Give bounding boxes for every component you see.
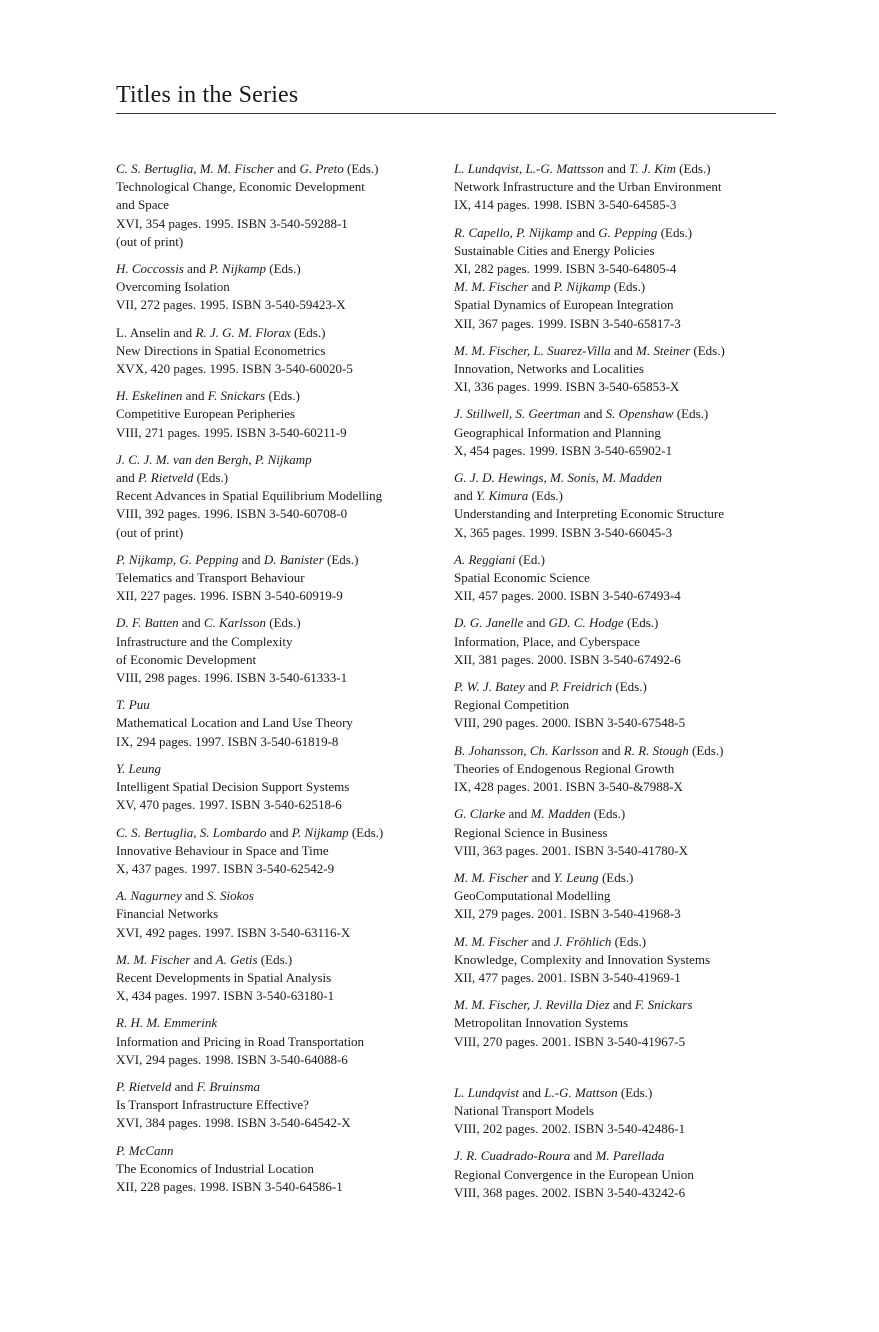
entry-line: New Directions in Spatial Econometrics <box>116 342 326 358</box>
editor-connector: (Eds.) <box>611 933 647 949</box>
editor-name: G. Preto <box>299 161 344 176</box>
editor-connector: (Eds.) <box>528 488 563 504</box>
entry-editors <box>116 1142 456 1160</box>
editor-name: A. Nagurney <box>116 888 182 904</box>
editor-connector: (Eds.) <box>675 161 711 176</box>
editor-connector: (Ed.) <box>515 551 545 567</box>
editor-name: P. W. J. Batey <box>454 679 525 695</box>
series-entry <box>454 678 794 733</box>
editor-name: M. M. Fischer <box>454 279 529 295</box>
entry-line: XII, 457 pages. 2000. ISBN 3-540-67493-4 <box>454 588 681 604</box>
editor-name: P. Freidrich <box>550 679 613 695</box>
entry-line: XVI, 492 pages. 1997. ISBN 3-540-63116-X <box>116 924 351 940</box>
editor-connector: and <box>580 406 606 422</box>
editor-connector: and <box>505 806 531 822</box>
entry-line: VIII, 298 pages. 1996. ISBN 3-540-61333-1 <box>116 670 348 686</box>
series-entry <box>454 933 794 988</box>
editor-name: L. Lundqvist <box>454 1084 520 1100</box>
editor-connector: (Eds.) <box>343 161 379 176</box>
entry-line: Spatial Dynamics of European Integration <box>454 297 674 313</box>
entry-editors <box>454 469 794 487</box>
entry-line: X, 434 pages. 1997. ISBN 3-540-63180-1 <box>116 988 335 1004</box>
entry-line: XVI, 384 pages. 1998. ISBN 3-540-64542-X <box>116 1115 351 1131</box>
editor-name: M. M. Fischer, J. Revilla Diez <box>454 997 610 1013</box>
editor-name: Y. Leung <box>116 760 162 776</box>
entry-line: Innovation, Networks and Localities <box>454 361 644 377</box>
series-entry <box>454 805 794 860</box>
entry-line: Recent Advances in Spatial Equilibrium Modelling <box>116 488 383 504</box>
entry-line: Spatial Economic Science <box>454 570 590 586</box>
entry-editors <box>454 551 794 569</box>
editor-name: F. Bruinsma <box>196 1078 260 1094</box>
editor-name: H. Eskelinen <box>116 388 183 404</box>
entry-line: Sustainable Cities and Energy Policies <box>454 242 655 258</box>
entry-editors <box>454 678 794 696</box>
editor-connector: and <box>274 161 300 176</box>
editor-name: P. Rietveld <box>116 1078 172 1094</box>
entry-line: Infrastructure and the Complexity <box>116 633 293 649</box>
series-entry <box>116 1142 456 1197</box>
entry-editors <box>454 160 794 178</box>
editor-name: M. M. Fischer <box>454 869 529 885</box>
editor-name: A. Getis <box>215 951 258 967</box>
editor-name: J. C. J. M. van den Bergh, P. Nijkamp <box>116 451 312 467</box>
entry-line: VIII, 202 pages. 2002. ISBN 3-540-42486-1 <box>454 1121 686 1137</box>
editor-name: S. Siokos <box>207 888 254 904</box>
entry-line: Information, Place, and Cyberspace <box>454 633 640 649</box>
entry-line: (out of print) <box>116 233 184 249</box>
entry-line: Technological Change, Economic Development <box>116 179 365 195</box>
series-entry <box>454 405 794 460</box>
editor-connector: (Eds.) <box>673 406 709 422</box>
editor-name: P. Nijkamp <box>291 824 349 840</box>
editor-name: H. Coccossis <box>116 261 184 277</box>
page-title: Titles in the Series <box>116 82 299 108</box>
entry-line: XII, 381 pages. 2000. ISBN 3-540-67492-6 <box>454 651 681 667</box>
series-entry <box>116 760 456 815</box>
entry-line: Intelligent Spatial Decision Support Systems <box>116 779 350 795</box>
entry-line: Is Transport Infrastructure Effective? <box>116 1097 309 1113</box>
editor-name: M. Parellada <box>595 1148 665 1164</box>
series-entry <box>116 887 456 942</box>
editor-name: D. F. Batten <box>116 615 179 631</box>
entry-line: of Economic Development <box>116 651 257 667</box>
editor-name: C. Karlsson <box>203 615 267 631</box>
entry-editors <box>116 1014 456 1032</box>
entry-line: X, 437 pages. 1997. ISBN 3-540-62542-9 <box>116 860 335 876</box>
editor-connector: and <box>171 1078 197 1094</box>
editor-connector: and <box>572 224 599 240</box>
editor-connector: and <box>528 933 554 949</box>
editor-name: R. H. M. Emmerink <box>116 1015 218 1031</box>
series-entry <box>454 1084 794 1139</box>
entry-line: XVI, 294 pages. 1998. ISBN 3-540-64088-6 <box>116 1051 348 1067</box>
series-entry <box>454 342 794 397</box>
editor-connector: and <box>190 951 216 967</box>
entry-editors <box>454 805 794 823</box>
entry-line: Network Infrastructure and the Urban Environment <box>454 179 722 195</box>
editor-connector: and <box>523 615 549 631</box>
editor-name: C. S. Bertuglia, S. Lombardo <box>116 824 267 840</box>
entry-line: Financial Networks <box>116 906 219 922</box>
entry-editors <box>116 469 456 487</box>
editor-name: C. S. Bertuglia, M. M. Fischer <box>116 161 275 176</box>
editor-name: G. J. D. Hewings, M. Sonis, M. Madden <box>454 470 662 486</box>
editor-connector: and <box>178 615 204 631</box>
series-entry <box>116 324 456 379</box>
editor-name: G. Clarke <box>454 806 506 822</box>
series-entry <box>116 824 456 879</box>
entry-editors <box>116 551 456 569</box>
series-entry <box>454 160 794 215</box>
entry-editors <box>454 405 794 423</box>
editor-name: R. R. Stough <box>623 742 689 758</box>
entry-editors <box>116 614 456 632</box>
entry-line: IX, 414 pages. 1998. ISBN 3-540-64585-3 <box>454 197 677 213</box>
editor-connector: and <box>528 279 554 295</box>
editor-connector: (Eds.) <box>590 806 626 822</box>
editor-name: R. Capello, P. Nijkamp <box>454 224 573 240</box>
entry-line: XI, 282 pages. 1999. ISBN 3-540-64805-4 <box>454 261 677 277</box>
series-entry <box>454 614 794 669</box>
entry-editors <box>454 342 794 360</box>
entry-editors <box>116 760 456 778</box>
title-rule <box>116 113 776 114</box>
entry-line: GeoComputational Modelling <box>454 888 611 904</box>
editor-name: P. Nijkamp, G. Pepping <box>116 551 239 567</box>
editor-name: R. J. G. M. Florax <box>195 324 291 340</box>
series-entry <box>116 614 456 687</box>
series-entry <box>116 696 456 751</box>
editor-name: M. M. Fischer, L. Suarez-Villa <box>454 342 611 358</box>
editor-connector: and <box>609 997 635 1013</box>
entry-line: Mathematical Location and Land Use Theory <box>116 715 353 731</box>
entry-line: Knowledge, Complexity and Innovation Systems <box>454 951 711 967</box>
editor-connector: and <box>603 161 630 176</box>
entry-line: XII, 279 pages. 2001. ISBN 3-540-41968-3 <box>454 906 681 922</box>
editor-connector: and <box>183 261 210 277</box>
entry-line: Theories of Endogenous Regional Growth <box>454 760 675 776</box>
series-entry <box>454 224 794 333</box>
editor-name: T. J. Kim <box>629 161 676 176</box>
series-entry <box>116 260 456 315</box>
entry-line: XII, 228 pages. 1998. ISBN 3-540-64586-1 <box>116 1178 343 1194</box>
entry-line: VIII, 368 pages. 2002. ISBN 3-540-43242-6 <box>454 1184 686 1200</box>
entry-line: Regional Convergence in the European Union <box>454 1166 694 1182</box>
editor-connector: and <box>454 488 477 504</box>
entry-line: Understanding and Interpreting Economic Structure <box>454 506 725 522</box>
entry-line: XII, 367 pages. 1999. ISBN 3-540-65817-3 <box>454 315 681 331</box>
entry-line: VIII, 270 pages. 2001. ISBN 3-540-41967-5 <box>454 1033 686 1049</box>
series-entry <box>116 1078 456 1133</box>
editor-connector: (Eds.) <box>617 1084 653 1100</box>
editor-connector: (Eds.) <box>265 388 300 404</box>
editor-name: M. Madden <box>530 806 591 822</box>
editor-name: D. Banister <box>263 551 324 567</box>
editor-name: A. Reggiani <box>454 551 516 567</box>
entry-line: Regional Science in Business <box>454 824 608 840</box>
editor-connector: and <box>181 888 207 904</box>
entry-line: XII, 477 pages. 2001. ISBN 3-540-41969-1 <box>454 969 681 985</box>
entry-editors <box>116 451 456 469</box>
right-column <box>454 160 794 1211</box>
editor-name: P. Rietveld <box>138 470 194 486</box>
entry-editors <box>116 696 456 714</box>
editor-name: P. Nijkamp <box>209 261 266 277</box>
entry-line: Information and Pricing in Road Transportation <box>116 1033 365 1049</box>
entry-editors <box>116 824 456 842</box>
entry-editors <box>116 1078 456 1096</box>
entry-line: Competitive European Peripheries <box>116 406 296 422</box>
entry-line: (out of print) <box>116 524 184 540</box>
entry-line: XV, 470 pages. 1997. ISBN 3-540-62518-6 <box>116 797 342 813</box>
entry-line: X, 365 pages. 1999. ISBN 3-540-66045-3 <box>454 524 673 540</box>
editor-connector: (Eds.) <box>193 470 229 486</box>
editor-connector: (Eds.) <box>348 824 384 840</box>
entry-editors <box>116 260 456 278</box>
editor-name: G. Pepping <box>598 224 658 240</box>
entry-editors <box>116 160 456 178</box>
entry-line: IX, 294 pages. 1997. ISBN 3-540-61819-8 <box>116 733 339 749</box>
series-entry <box>116 951 456 1006</box>
editor-name: Y. Kimura <box>476 488 529 504</box>
entry-editors <box>454 933 794 951</box>
editor-connector: (Eds.) <box>266 261 301 277</box>
entry-line: VIII, 290 pages. 2000. ISBN 3-540-67548-5 <box>454 715 686 731</box>
entry-editors <box>454 742 794 760</box>
entry-editors <box>454 1147 794 1165</box>
editor-connector: and <box>238 551 264 567</box>
entry-editors <box>116 387 456 405</box>
editor-name: D. G. Janelle <box>454 615 524 631</box>
series-entry <box>454 742 794 797</box>
series-entry <box>454 469 794 542</box>
editor-name: J. Fröhlich <box>553 933 612 949</box>
editor-name: J. Stillwell, S. Geertman <box>454 406 581 422</box>
editor-name: M. Steiner <box>636 342 691 358</box>
editor-connector: and <box>524 679 551 695</box>
entry-editors <box>454 224 794 242</box>
editor-name: J. R. Cuadrado-Roura <box>454 1148 571 1164</box>
editor-connector: (Eds.) <box>690 342 725 358</box>
editor-connector: (Eds.) <box>257 951 293 967</box>
editor-connector: and <box>182 388 208 404</box>
entry-line: Innovative Behaviour in Space and Time <box>116 842 329 858</box>
entry-editors <box>454 278 794 296</box>
entry-line: The Economics of Industrial Location <box>116 1160 314 1176</box>
entry-line: Recent Developments in Spatial Analysis <box>116 969 332 985</box>
series-entry <box>116 387 456 442</box>
entry-line: Metropolitan Innovation Systems <box>454 1015 629 1031</box>
editor-name: L. Lundqvist, L.-G. Mattsson <box>454 161 604 176</box>
editor-connector: (Eds.) <box>623 615 659 631</box>
entry-line: IX, 428 pages. 2001. ISBN 3-540-&7988-X <box>454 779 683 795</box>
editor-connector: and <box>570 1148 596 1164</box>
editor-connector: (Eds.) <box>266 615 301 631</box>
entry-line: Geographical Information and Planning <box>454 424 661 440</box>
entry-line: VIII, 271 pages. 1995. ISBN 3-540-60211-9 <box>116 424 347 440</box>
editor-name: F. Snickars <box>634 997 693 1013</box>
entry-line: Overcoming Isolation <box>116 279 230 295</box>
entry-line: XVX, 420 pages. 1995. ISBN 3-540-60020-5 <box>116 361 353 377</box>
entry-line: XII, 227 pages. 1996. ISBN 3-540-60919-9 <box>116 588 343 604</box>
entry-line: VII, 272 pages. 1995. ISBN 3-540-59423-X <box>116 297 346 313</box>
editor-name: P. McCann <box>116 1142 174 1158</box>
entry-editors <box>454 869 794 887</box>
entry-line: XI, 336 pages. 1999. ISBN 3-540-65853-X <box>454 379 680 395</box>
entry-editors <box>116 324 456 342</box>
entry-line: VIII, 392 pages. 1996. ISBN 3-540-60708-0 <box>116 506 348 522</box>
entry-line: Telematics and Transport Behaviour <box>116 570 305 586</box>
entry-line: Regional Competition <box>454 697 570 713</box>
editor-name: M. M. Fischer <box>454 933 529 949</box>
spacer <box>454 1060 794 1084</box>
entry-line: and Space <box>116 197 170 213</box>
editor-name: P. Nijkamp <box>553 279 611 295</box>
series-entry <box>454 551 794 606</box>
editor-name: T. Puu <box>116 697 150 713</box>
entry-editors <box>454 996 794 1014</box>
entry-editors <box>454 1084 794 1102</box>
series-entry <box>116 551 456 606</box>
editor-name: S. Openshaw <box>605 406 674 422</box>
entry-line: VIII, 363 pages. 2001. ISBN 3-540-41780-X <box>454 842 688 858</box>
series-entry <box>116 451 456 542</box>
editor-connector: L. Anselin and <box>116 324 196 340</box>
editor-connector: (Eds.) <box>612 679 647 695</box>
entry-editors <box>454 487 794 505</box>
editor-name: GD. C. Hodge <box>548 615 624 631</box>
editor-name: B. Johansson, Ch. Karlsson <box>454 742 599 758</box>
left-column <box>116 160 456 1205</box>
entry-line: National Transport Models <box>454 1102 595 1118</box>
series-entry <box>454 1147 794 1202</box>
editor-connector: and <box>598 742 624 758</box>
entry-line: XVI, 354 pages. 1995. ISBN 3-540-59288-1 <box>116 215 348 231</box>
editor-name: L.-G. Mattson <box>544 1084 618 1100</box>
editor-connector: and <box>519 1084 545 1100</box>
editor-connector: and <box>116 470 139 486</box>
editor-connector: (Eds.) <box>688 742 724 758</box>
editor-name: M. M. Fischer <box>116 951 191 967</box>
editor-connector: and <box>266 824 292 840</box>
series-entry <box>116 1014 456 1069</box>
entry-editors <box>116 887 456 905</box>
entry-editors <box>116 951 456 969</box>
entry-editors <box>454 614 794 632</box>
series-entry <box>116 160 456 251</box>
editor-connector: (Eds.) <box>598 869 634 885</box>
entry-line: X, 454 pages. 1999. ISBN 3-540-65902-1 <box>454 442 673 458</box>
editor-connector: (Eds.) <box>323 551 359 567</box>
series-entry <box>454 996 794 1051</box>
editor-name: Y. Leung <box>553 869 599 885</box>
editor-connector: (Eds.) <box>657 224 693 240</box>
editor-connector: (Eds.) <box>610 279 646 295</box>
series-entry <box>454 869 794 924</box>
editor-connector: (Eds.) <box>290 324 326 340</box>
editor-connector: and <box>528 869 554 885</box>
editor-name: F. Snickars <box>207 388 266 404</box>
editor-connector: and <box>610 342 636 358</box>
